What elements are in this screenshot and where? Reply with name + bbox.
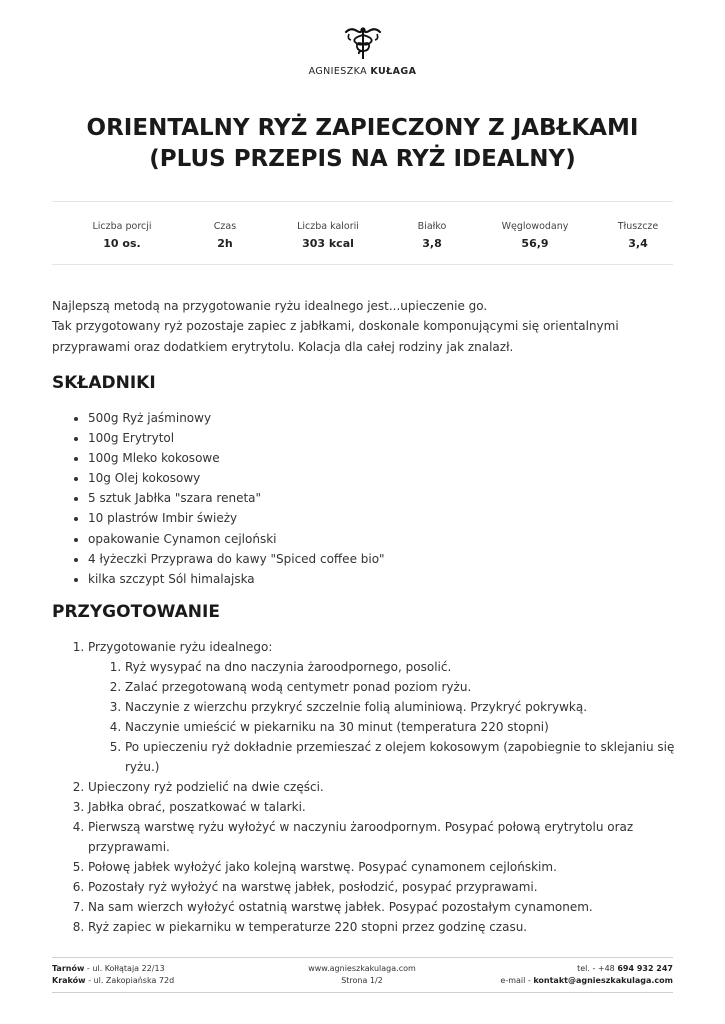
footer-contact [500, 963, 673, 987]
footer-divider-top [52, 957, 673, 958]
step-item: 6. Pozostały ryż wyłożyć na warstwę jabłek, posłodzić, posypać przyprawami. [88, 877, 710, 897]
stat-servings: Liczba porcji 10 os. [92, 221, 152, 250]
title-line-1: ORIENTALNY RYŻ ZAPIECZONY Z JABŁKAMI [86, 115, 639, 141]
list-item: • 10 plastrów Imbir świeży [88, 508, 385, 528]
step-item: 8. Ryż zapiec w piekarniku w temperaturze 220 stopni przez godzinę czasu. [88, 917, 710, 937]
ingredients-heading: SKŁADNIKI [52, 373, 156, 393]
step-item: 7. Na sam wierzch wyłożyć ostatnią warstwę jabłek. Posypać pozostałym cynamonem. [88, 897, 710, 917]
stat-calories: Liczba kalorii 303 kcal [297, 221, 359, 250]
ingredients-list [52, 408, 385, 589]
preparation-steps [52, 637, 710, 937]
substep-item: 4. Naczynie umieścić w piekarniku na 30 minut (temperatura 220 stopni) [125, 717, 710, 737]
list-item: • 100g Erytrytol [88, 428, 385, 448]
list-item: • 4 łyżeczki Przyprawa do kawy "Spiced coffee bio" [88, 549, 385, 569]
footer-website[interactable]: www.agnieszkakulaga.com [308, 964, 416, 973]
footer-email[interactable]: e-mail - kontakt@agnieszkakulaga.com [500, 976, 673, 985]
list-item: • opakowanie Cynamon cejloński [88, 529, 385, 549]
stat-protein: Białko 3,8 [417, 221, 447, 250]
page-title [40, 113, 685, 175]
footer-center [262, 963, 462, 987]
caduceus-logo-icon [343, 26, 383, 60]
substeps-list [88, 657, 710, 777]
step-item: 5. Połowę jabłek wyłożyć jako kolejną warstwę. Posypać cynamonem cejlońskim. [88, 857, 710, 877]
logo [0, 26, 725, 77]
list-item: • kilka szczypt Sól himalajska [88, 569, 385, 589]
brand-name: AGNIESZKA KUŁAGA [308, 66, 417, 77]
list-item: • 500g Ryż jaśminowy [88, 408, 385, 428]
substep-item: 2. Zalać przegotowaną wodą centymetr ponad poziom ryżu. [125, 677, 710, 697]
page-number: Strona 1/2 [341, 976, 383, 985]
list-item: • 100g Mleko kokosowe [88, 448, 385, 468]
step-item: 4. Pierwszą warstwę ryżu wyłożyć w naczyniu żaroodpornym. Posypać połową erytrytolu oraz przyprawami. [88, 817, 710, 857]
title-line-2: (PLUS PRZEPIS NA RYŻ IDEALNY) [149, 146, 576, 172]
footer-addresses: Tarnów - ul. Kołłątaja 22/13 Kraków - ul. Zakopiańska 72d [52, 964, 175, 985]
nutrition-stats [52, 201, 673, 265]
step-item: 3. Jabłka obrać, poszatkować w talarki. [88, 797, 710, 817]
substep-item: 1. Ryż wysypać na dno naczynia żaroodpornego, posolić. [125, 657, 710, 677]
stat-carbs: Węglowodany 56,9 [501, 221, 569, 250]
stat-fat: Tłuszcze 3,4 [617, 221, 659, 250]
stat-time: Czas 2h [213, 221, 237, 250]
list-item: • 5 sztuk Jabłka "szara reneta" [88, 488, 385, 508]
list-item: • 10g Olej kokosowy [88, 468, 385, 488]
step-item: 2. Upieczony ryż podzielić na dwie części. [88, 777, 710, 797]
footer-divider-bottom [52, 992, 673, 993]
step-item: 1. Przygotowanie ryżu idealnego: 1. Ryż wysypać na dno naczynia żaroodpornego, posolić. 2. Zalać przegotowaną wodą centymetr ponad poziom ryżu. 3. Naczynie z wierzchu przykryć szczelnie folią aluminiową. Przykryć pokrywką. 4. Naczynie umieścić w piekarniku na 30 minut (temperatura 220 stopni) 5. Po upieczeniu ryż dokładnie przemieszać z olejem kokosowym (zapobiegnie to sklejaniu się ryżu.) [88, 637, 710, 777]
footer-phone: tel. - +48 694 932 247 [577, 964, 673, 973]
intro-text: Najlepszą metodą na przygotowanie ryżu idealnego jest...upieczenie go. Tak przygotowany ryż pozostaje zapiec z jabłkami, doskonale komponującymi się orientalnymi przyprawami oraz dodatkiem erytrytolu. Kolacja dla całej rodziny jak znalazł. [52, 299, 619, 354]
substep-item: 5. Po upieczeniu ryż dokładnie przemieszać z olejem kokosowym (zapobiegnie to sklejaniu się ryżu.) [125, 737, 710, 777]
substep-item: 3. Naczynie z wierzchu przykryć szczelnie folią aluminiową. Przykryć pokrywką. [125, 697, 710, 717]
preparation-heading: PRZYGOTOWANIE [52, 602, 220, 622]
